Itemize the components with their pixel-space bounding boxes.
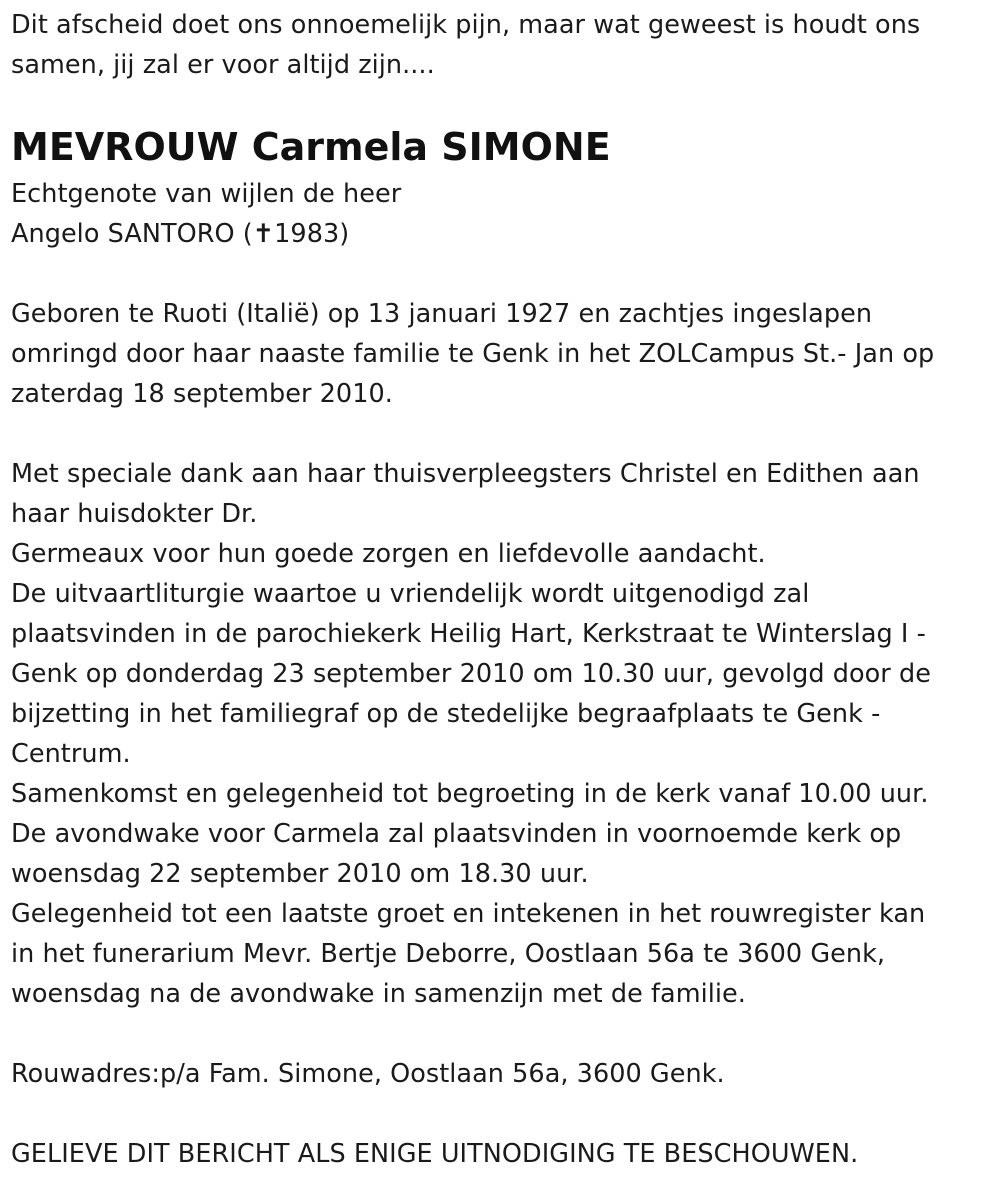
address-line: Rouwadres:p/a Fam. Simone, Oostlaan 56a, 3600 Genk. xyxy=(11,1059,725,1089)
details-line: De uitvaartliturgie waartoe u vriendelijk wordt uitgenodigd zal xyxy=(11,579,810,609)
spouse-line: Echtgenote van wijlen de heer xyxy=(11,179,402,209)
intro-line: samen, jij zal er voor altijd zijn.... xyxy=(11,50,435,80)
birth-line: Geboren te Ruoti (Italië) op 13 januari 1927 en zachtjes ingeslapen xyxy=(11,299,873,329)
deceased-name: MEVROUW Carmela SIMONE xyxy=(11,125,611,169)
funeral-details xyxy=(11,454,931,1014)
intro-line: Dit afscheid doet ons onnoemelijk pijn, maar wat geweest is houdt ons xyxy=(11,10,921,40)
details-line: haar huisdokter Dr. xyxy=(11,499,258,529)
details-line: in het funerarium Mevr. Bertje Deborre, Oostlaan 56a te 3600 Genk, xyxy=(11,939,886,969)
details-line: plaatsvinden in de parochiekerk Heilig Hart, Kerkstraat te Winterslag I - xyxy=(11,619,926,649)
spouse-info xyxy=(11,174,401,254)
details-line: Met speciale dank aan haar thuisverpleegsters Christel en Edithen aan xyxy=(11,459,920,489)
details-line: woensdag na de avondwake in samenzijn met de familie. xyxy=(11,979,746,1009)
closing-line: GELIEVE DIT BERICHT ALS ENIGE UITNODIGING TE BESCHOUWEN. xyxy=(11,1139,859,1169)
closing-notice xyxy=(11,1134,858,1174)
birth-death-info xyxy=(11,294,934,414)
details-line: Gelegenheid tot een laatste groet en intekenen in het rouwregister kan xyxy=(11,899,926,929)
details-line: Genk op donderdag 23 september 2010 om 10.30 uur, gevolgd door de xyxy=(11,659,931,689)
details-line: Samenkomst en gelegenheid tot begroeting in de kerk vanaf 10.00 uur. xyxy=(11,779,929,809)
birth-line: omringd door haar naaste familie te Genk in het ZOLCampus St.- Jan op xyxy=(11,339,935,369)
birth-line: zaterdag 18 september 2010. xyxy=(11,379,393,409)
details-line: woensdag 22 september 2010 om 18.30 uur. xyxy=(11,859,589,889)
details-line: Germeaux voor hun goede zorgen en liefdevolle aandacht. xyxy=(11,539,766,569)
details-line: bijzetting in het familiegraf op de stedelijke begraafplaats te Genk - xyxy=(11,699,881,729)
details-line: De avondwake voor Carmela zal plaatsvinden in voornoemde kerk op xyxy=(11,819,902,849)
spouse-line: Angelo SANTORO (✝1983) xyxy=(11,219,350,249)
details-line: Centrum. xyxy=(11,739,131,769)
intro-text xyxy=(11,5,920,85)
mourning-address xyxy=(11,1054,725,1094)
